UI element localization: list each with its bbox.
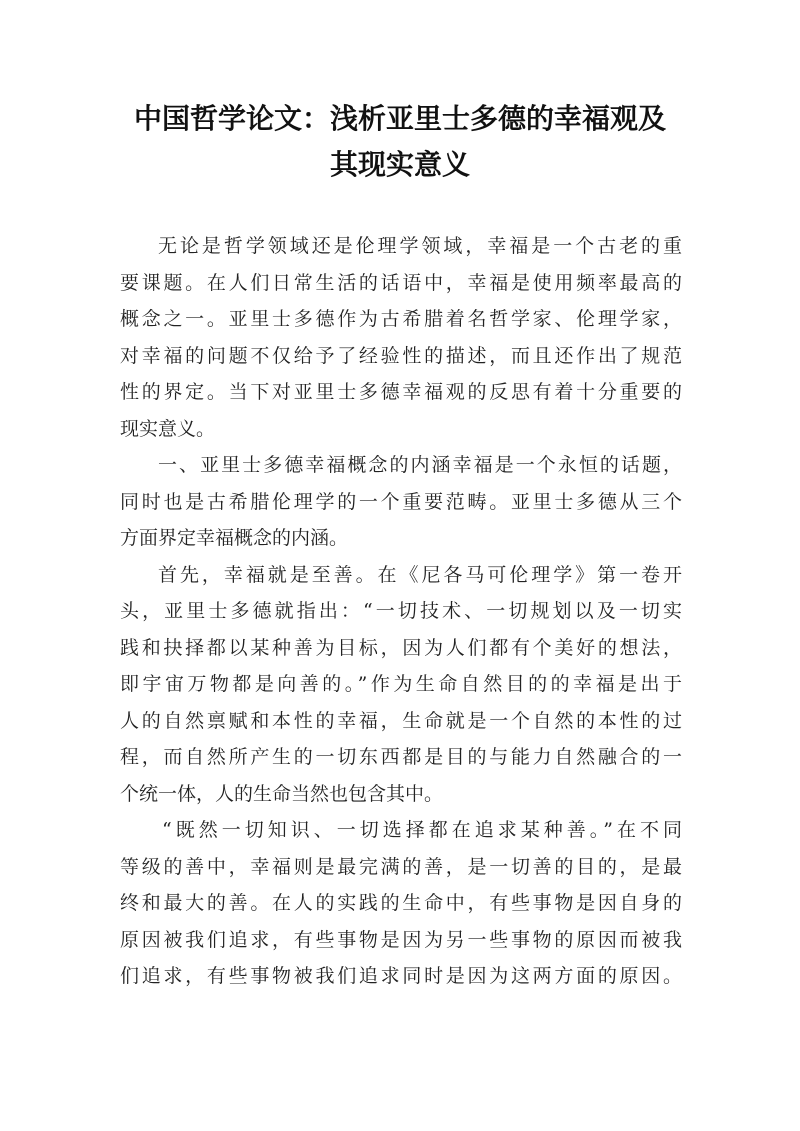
document-body xyxy=(120,228,682,995)
text-line: 首先，幸福就是至善。在《尼各马可伦理学》第一卷开 xyxy=(158,563,682,586)
paragraph xyxy=(120,228,682,447)
text-line: 概念之一。亚里士多德作为古希腊着名哲学家、伦理学家， xyxy=(120,308,682,330)
text-line: 对幸福的问题不仅给予了经验性的描述，而且还作出了规范 xyxy=(120,344,682,367)
paragraph xyxy=(120,557,682,813)
text-line: 践和抉择都以某种善为目标，因为人们都有个美好的想法， xyxy=(120,636,682,659)
title-line: 中国哲学论文：浅析亚里士多德的幸福观及 xyxy=(133,102,666,135)
text-line: 一、亚里士多德幸福概念的内涵幸福是一个永恒的话题， xyxy=(158,454,682,476)
text-line: 方面界定幸福概念的内涵。 xyxy=(120,527,349,549)
text-line: 个统一体，人的生命当然也包含其中。 xyxy=(120,782,444,805)
paragraph xyxy=(120,812,682,995)
text-line: 原因被我们追求，有些事物是因为另一些事物的原因而被我 xyxy=(120,928,682,951)
text-line: “既然一切知识、一切选择都在追求某种善。”在不同 xyxy=(162,819,682,841)
text-line: 等级的善中，幸福则是最完满的善，是一切善的目的，是最 xyxy=(120,855,682,878)
text-line: 同时也是古希腊伦理学的一个重要范畴。亚里士多德从三个 xyxy=(120,490,682,513)
text-line: 即宇宙万物都是向善的。”作为生命自然目的的幸福是出于 xyxy=(120,673,682,695)
text-line: 现实意义。 xyxy=(120,417,216,440)
text-line: 人的自然禀赋和本性的幸福，生命就是一个自然的本性的过 xyxy=(120,709,682,732)
document-title xyxy=(100,96,700,188)
text-line: 们追求，有些事物被我们追求同时是因为这两方面的原因。 xyxy=(120,965,682,987)
text-line: 性的界定。当下对亚里士多德幸福观的反思有着十分重要的 xyxy=(120,381,682,403)
title-line: 其现实意义 xyxy=(329,148,470,181)
text-line: 终和最大的善。在人的实践的生命中，有些事物是因自身的 xyxy=(120,892,682,914)
text-line: 程，而自然所产生的一切东西都是目的与能力自然融合的一 xyxy=(120,746,682,768)
paragraph xyxy=(120,447,682,557)
text-line: 无论是哲学领域还是伦理学领域，幸福是一个古老的重 xyxy=(158,235,682,257)
text-line: 头，亚里士多德就指出：“一切技术、一切规划以及一切实 xyxy=(120,600,682,622)
text-line: 要课题。在人们日常生活的话语中，幸福是使用频率最高的 xyxy=(120,271,682,294)
